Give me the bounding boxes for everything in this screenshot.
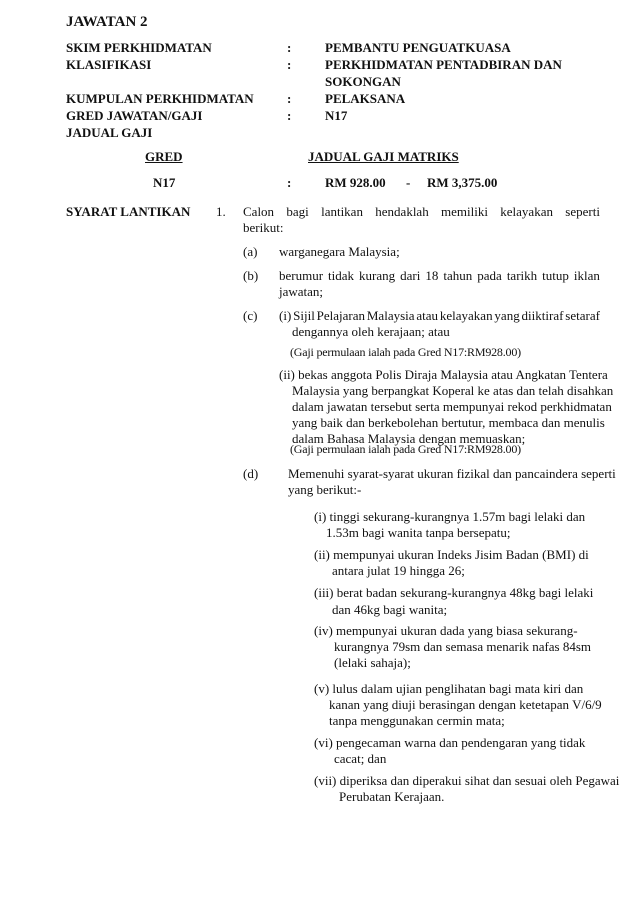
item-d-iv-line3: (lelaki sahaja); <box>334 655 411 670</box>
word: hendaklah <box>375 204 429 219</box>
salary-max: RM 3,375.00 <box>427 175 498 190</box>
item-d-i-line2: 1.53m bagi wanita tanpa bersepatu; <box>326 525 511 540</box>
word: Sijil <box>293 308 315 323</box>
word: kurang <box>359 268 396 283</box>
salary-min: RM 928.00 <box>325 175 386 190</box>
salary-gred: N17 <box>153 175 176 190</box>
value-gred: N17 <box>325 108 348 123</box>
item-d-vi-line2: cacat; dan <box>334 751 387 766</box>
colon: : <box>287 40 292 55</box>
word: bagi <box>286 204 309 219</box>
requirement-number: 1. <box>216 204 226 219</box>
word: Calon <box>243 204 275 219</box>
word: yang <box>494 308 520 323</box>
item-c-ii-line5: dalam Bahasa Malaysia dengan memuaskan; <box>292 431 526 446</box>
item-d-vi-line1: (vi) pengecaman warna dan pendengaran yang tidak <box>314 735 586 750</box>
label-gred: GRED JAWATAN/GAJI <box>66 108 203 123</box>
word: Pelajaran <box>316 308 366 323</box>
item-d-label: (d) <box>243 466 259 481</box>
word: kelayakan <box>500 204 553 219</box>
item-d-iii-line2: dan 46kg bagi wanita; <box>332 602 448 617</box>
requirement-intro-line2: berikut: <box>243 220 284 235</box>
value-skim: PEMBANTU PENGUATKUASA <box>325 40 511 55</box>
item-d-ii-line2: antara julat 19 hingga 26; <box>332 563 465 578</box>
colon: : <box>287 57 292 72</box>
label-klasifikasi: KLASIFIKASI <box>66 57 152 72</box>
item-c-ii-line4: yang baik dan berkebolehan bertutur, membaca dan menulis <box>292 415 605 430</box>
word: memiliki <box>441 204 488 219</box>
page-title: JAWATAN 2 <box>66 14 148 30</box>
item-d-ii-line1: (ii) mempunyai ukuran Indeks Jisim Badan (BMI) di <box>314 547 589 562</box>
value-klasifikasi-cont: SOKONGAN <box>325 74 401 89</box>
word: berumur <box>279 268 324 283</box>
item-c-i-line2: dengannya oleh kerajaan; atau <box>292 324 450 339</box>
item-d-i-line1: (i) tinggi sekurang-kurangnya 1.57m bagi lelaki dan <box>314 509 586 524</box>
item-a-label: (a) <box>243 244 258 259</box>
item-d-v-line1: (v) lulus dalam ujian penglihatan bagi mata kiri dan <box>314 681 584 696</box>
salary-dash: - <box>406 175 411 190</box>
word: diiktiraf <box>521 308 564 323</box>
item-d-iv-line1: (iv) mempunyai ukuran dada yang biasa sekurang- <box>314 623 578 638</box>
word: 18 <box>425 268 439 283</box>
item-c-ii-line1: (ii) bekas anggota Polis Diraja Malaysia atau Angkatan Tentera <box>279 367 608 382</box>
colon: : <box>287 175 292 190</box>
word: lantikan <box>321 204 363 219</box>
item-d-v-line3: tanpa menggunakan cermin mata; <box>329 713 505 728</box>
word: tidak <box>328 268 355 283</box>
word: tahun <box>443 268 473 283</box>
col-matrix-heading: JADUAL GAJI MATRIKS <box>308 149 459 164</box>
word: dari <box>400 268 421 283</box>
item-d-vii-line1: (vii) diperiksa dan diperakui sihat dan sesuai oleh Pegawai <box>314 773 620 788</box>
value-kumpulan: PELAKSANA <box>325 91 406 106</box>
word: Malaysia <box>366 308 415 323</box>
item-a-text: warganegara Malaysia; <box>279 244 400 259</box>
colon: : <box>287 91 292 106</box>
label-skim: SKIM PERKHIDMATAN <box>66 40 212 55</box>
item-c-ii-line3: dalam jawatan tersebut serta mempunyai rekod perkhidmatan <box>292 399 612 414</box>
item-d-intro2: yang berikut:- <box>288 482 362 497</box>
word: atau <box>416 308 439 323</box>
value-klasifikasi: PERKHIDMATAN PENTADBIRAN DAN <box>325 57 562 72</box>
item-d-iv-line2: kurangnya 79sm dan semasa menarik nafas 84sm <box>334 639 592 654</box>
requirements-heading: SYARAT LANTIKAN <box>66 204 191 219</box>
requirement-intro-line1 <box>243 203 600 220</box>
item-b-line2: jawatan; <box>279 284 324 299</box>
item-c-label: (c) <box>243 308 258 323</box>
word: tutup <box>542 268 569 283</box>
item-c-i-note: (Gaji permulaan ialah pada Gred N17:RM928.00) <box>290 345 521 359</box>
word: iklan <box>573 268 600 283</box>
word: tarikh <box>506 268 538 283</box>
item-d-v-line2: kanan yang diuji berasingan dengan ketetapan V/6/9 <box>329 697 602 712</box>
salary-heading: JADUAL GAJI <box>66 125 153 140</box>
item-c-ii-line2: Malaysia yang berpangkat Koperal ke atas dan telah disahkan <box>292 383 614 398</box>
word: pada <box>477 268 502 283</box>
colon: : <box>287 108 292 123</box>
word: (i) <box>279 308 292 323</box>
item-d-intro1: Memenuhi syarat-syarat ukuran fizikal dan pancaindera seperti <box>288 466 616 481</box>
item-d-iii-line1: (iii) berat badan sekurang-kurangnya 48kg bagi lelaki <box>314 585 594 600</box>
item-c-ii-note: (Gaji permulaan ialah pada Gred N17:RM928.00) <box>290 442 521 456</box>
item-b-line1 <box>279 267 600 284</box>
col-gred-heading: GRED <box>145 149 183 164</box>
word: setaraf <box>565 308 600 323</box>
item-d-vii-line2: Perubatan Kerajaan. <box>339 789 445 804</box>
word: kelayakan <box>439 308 493 323</box>
label-kumpulan: KUMPULAN PERKHIDMATAN <box>66 91 254 106</box>
item-b-label: (b) <box>243 268 259 283</box>
word: seperti <box>565 204 600 219</box>
item-c-i-line1 <box>279 307 600 324</box>
